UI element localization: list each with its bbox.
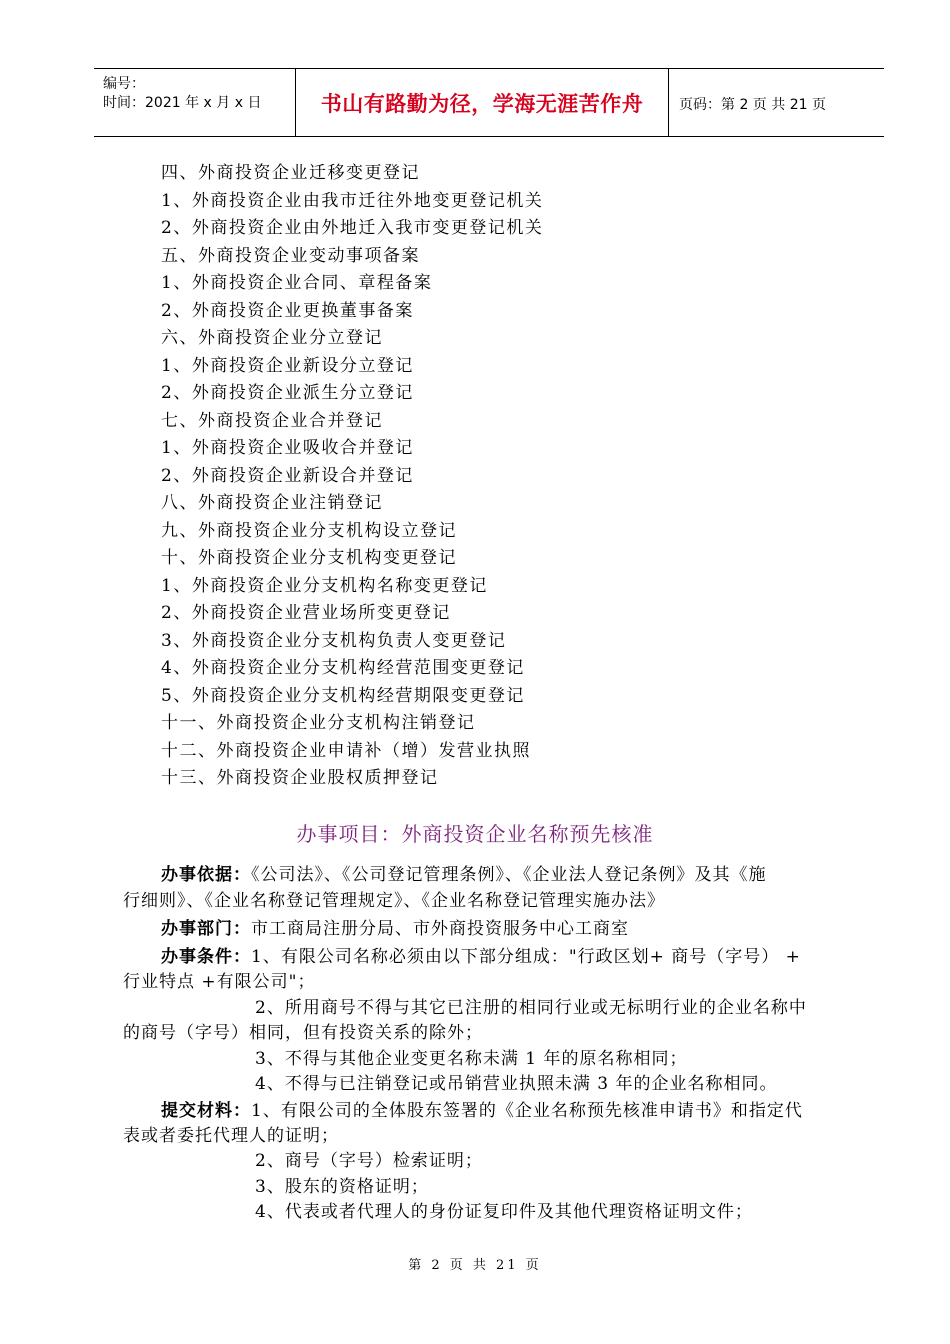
list-item: 2、外商投资企业更换董事备案 — [161, 300, 414, 321]
materials-line-1 — [161, 1096, 803, 1121]
condition-4: 4、不得与已注销登记或吊销营业执照未满 3 年的企业名称相同。 — [255, 1074, 778, 1094]
department-text: 市工商局注册分局、市外商投资服务中心工商室 — [251, 919, 629, 939]
basis-label: 办事依据： — [161, 865, 251, 885]
list-item: 2、外商投资企业新设合并登记 — [161, 465, 414, 486]
list-item: 七、外商投资企业合并登记 — [161, 410, 383, 431]
header-meta-cell — [94, 69, 294, 136]
list-item: 八、外商投资企业注销登记 — [161, 493, 383, 513]
header-page-info: 页码：第 2 页 共 21 页 — [679, 97, 826, 113]
list-item: 2、外商投资企业由外地迁入我市变更登记机关 — [161, 218, 544, 238]
item-list — [161, 160, 543, 793]
list-item: 2、外商投资企业营业场所变更登记 — [161, 603, 451, 623]
header-motto-cell — [295, 69, 669, 136]
material-4: 4、代表或者代理人的身份证复印件及其他代理资格证明文件； — [255, 1202, 753, 1222]
basis-line-1 — [161, 860, 767, 885]
conditions-line-1 — [161, 942, 801, 967]
condition-2-line-2: 的商号（字号）相同，但有投资关系的除外； — [123, 1023, 483, 1043]
list-item: 六、外商投资企业分立登记 — [161, 328, 383, 348]
list-item: 九、外商投资企业分支机构设立登记 — [161, 520, 457, 541]
list-item: 1、外商投资企业吸收合并登记 — [161, 438, 414, 458]
list-item: 十一、外商投资企业分支机构注销登记 — [161, 713, 476, 733]
material-1-line-2: 表或者委托代理人的证明； — [123, 1126, 339, 1146]
list-item: 十、外商投资企业分支机构变更登记 — [161, 548, 457, 568]
list-item: 1、外商投资企业分支机构名称变更登记 — [161, 575, 488, 596]
page-header — [94, 68, 884, 137]
list-item: 4、外商投资企业分支机构经营范围变更登记 — [161, 658, 525, 678]
header-page-cell — [669, 69, 884, 136]
number-label: 编号： — [103, 76, 145, 92]
list-item: 十二、外商投资企业申请补（增）发营业执照 — [161, 740, 531, 761]
materials-label: 提交材料： — [161, 1101, 251, 1121]
material-3: 3、股东的资格证明； — [255, 1177, 429, 1197]
list-item: 3、外商投资企业分支机构负责人变更登记 — [161, 630, 507, 651]
section-title: 办事项目：外商投资企业名称预先核准 — [296, 822, 654, 846]
list-item: 5、外商投资企业分支机构经营期限变更登记 — [161, 685, 525, 706]
condition-1-text: 1、有限公司名称必须由以下部分组成："行政区划+ 商号（字号） + — [251, 947, 801, 967]
department-label: 办事部门： — [161, 919, 251, 939]
header-motto: 书山有路勤为径，学海无涯苦作舟 — [320, 92, 644, 116]
list-item: 1、外商投资企业由我市迁往外地变更登记机关 — [161, 190, 544, 211]
condition-3: 3、不得与其他企业变更名称未满 1 年的原名称相同； — [255, 1049, 688, 1069]
list-item: 十三、外商投资企业股权质押登记 — [161, 768, 439, 788]
material-1-text: 1、有限公司的全体股东签署的《企业名称预先核准申请书》和指定代 — [251, 1101, 803, 1121]
basis-line-2: 行细则》、《企业名称登记管理规定》、《企业名称登记管理实施办法》 — [123, 891, 665, 911]
condition-2-line-1: 2、所用商号不得与其它已注册的相同行业或无标明行业的企业名称中 — [255, 998, 807, 1018]
list-item: 1、外商投资企业合同、章程备案 — [161, 273, 433, 293]
page-footer: 第 2 页 共 21 页 — [408, 1258, 542, 1273]
condition-1-line-2: 行业特点 +有限公司"； — [123, 972, 316, 992]
list-item: 五、外商投资企业变动事项备案 — [161, 245, 420, 266]
basis-text-1: 《公司法》、《公司登记管理条例》、《企业法人登记条例》及其《施 — [251, 865, 767, 885]
list-item: 2、外商投资企业派生分立登记 — [161, 383, 414, 403]
list-item: 1、外商投资企业新设分立登记 — [161, 355, 414, 376]
department-line — [161, 914, 629, 939]
material-2: 2、商号（字号）检索证明； — [255, 1151, 483, 1171]
conditions-label: 办事条件： — [161, 947, 251, 967]
time-label: 时间：2021 年 x 月 x 日 — [103, 95, 262, 111]
list-item: 四、外商投资企业迁移变更登记 — [161, 163, 420, 183]
